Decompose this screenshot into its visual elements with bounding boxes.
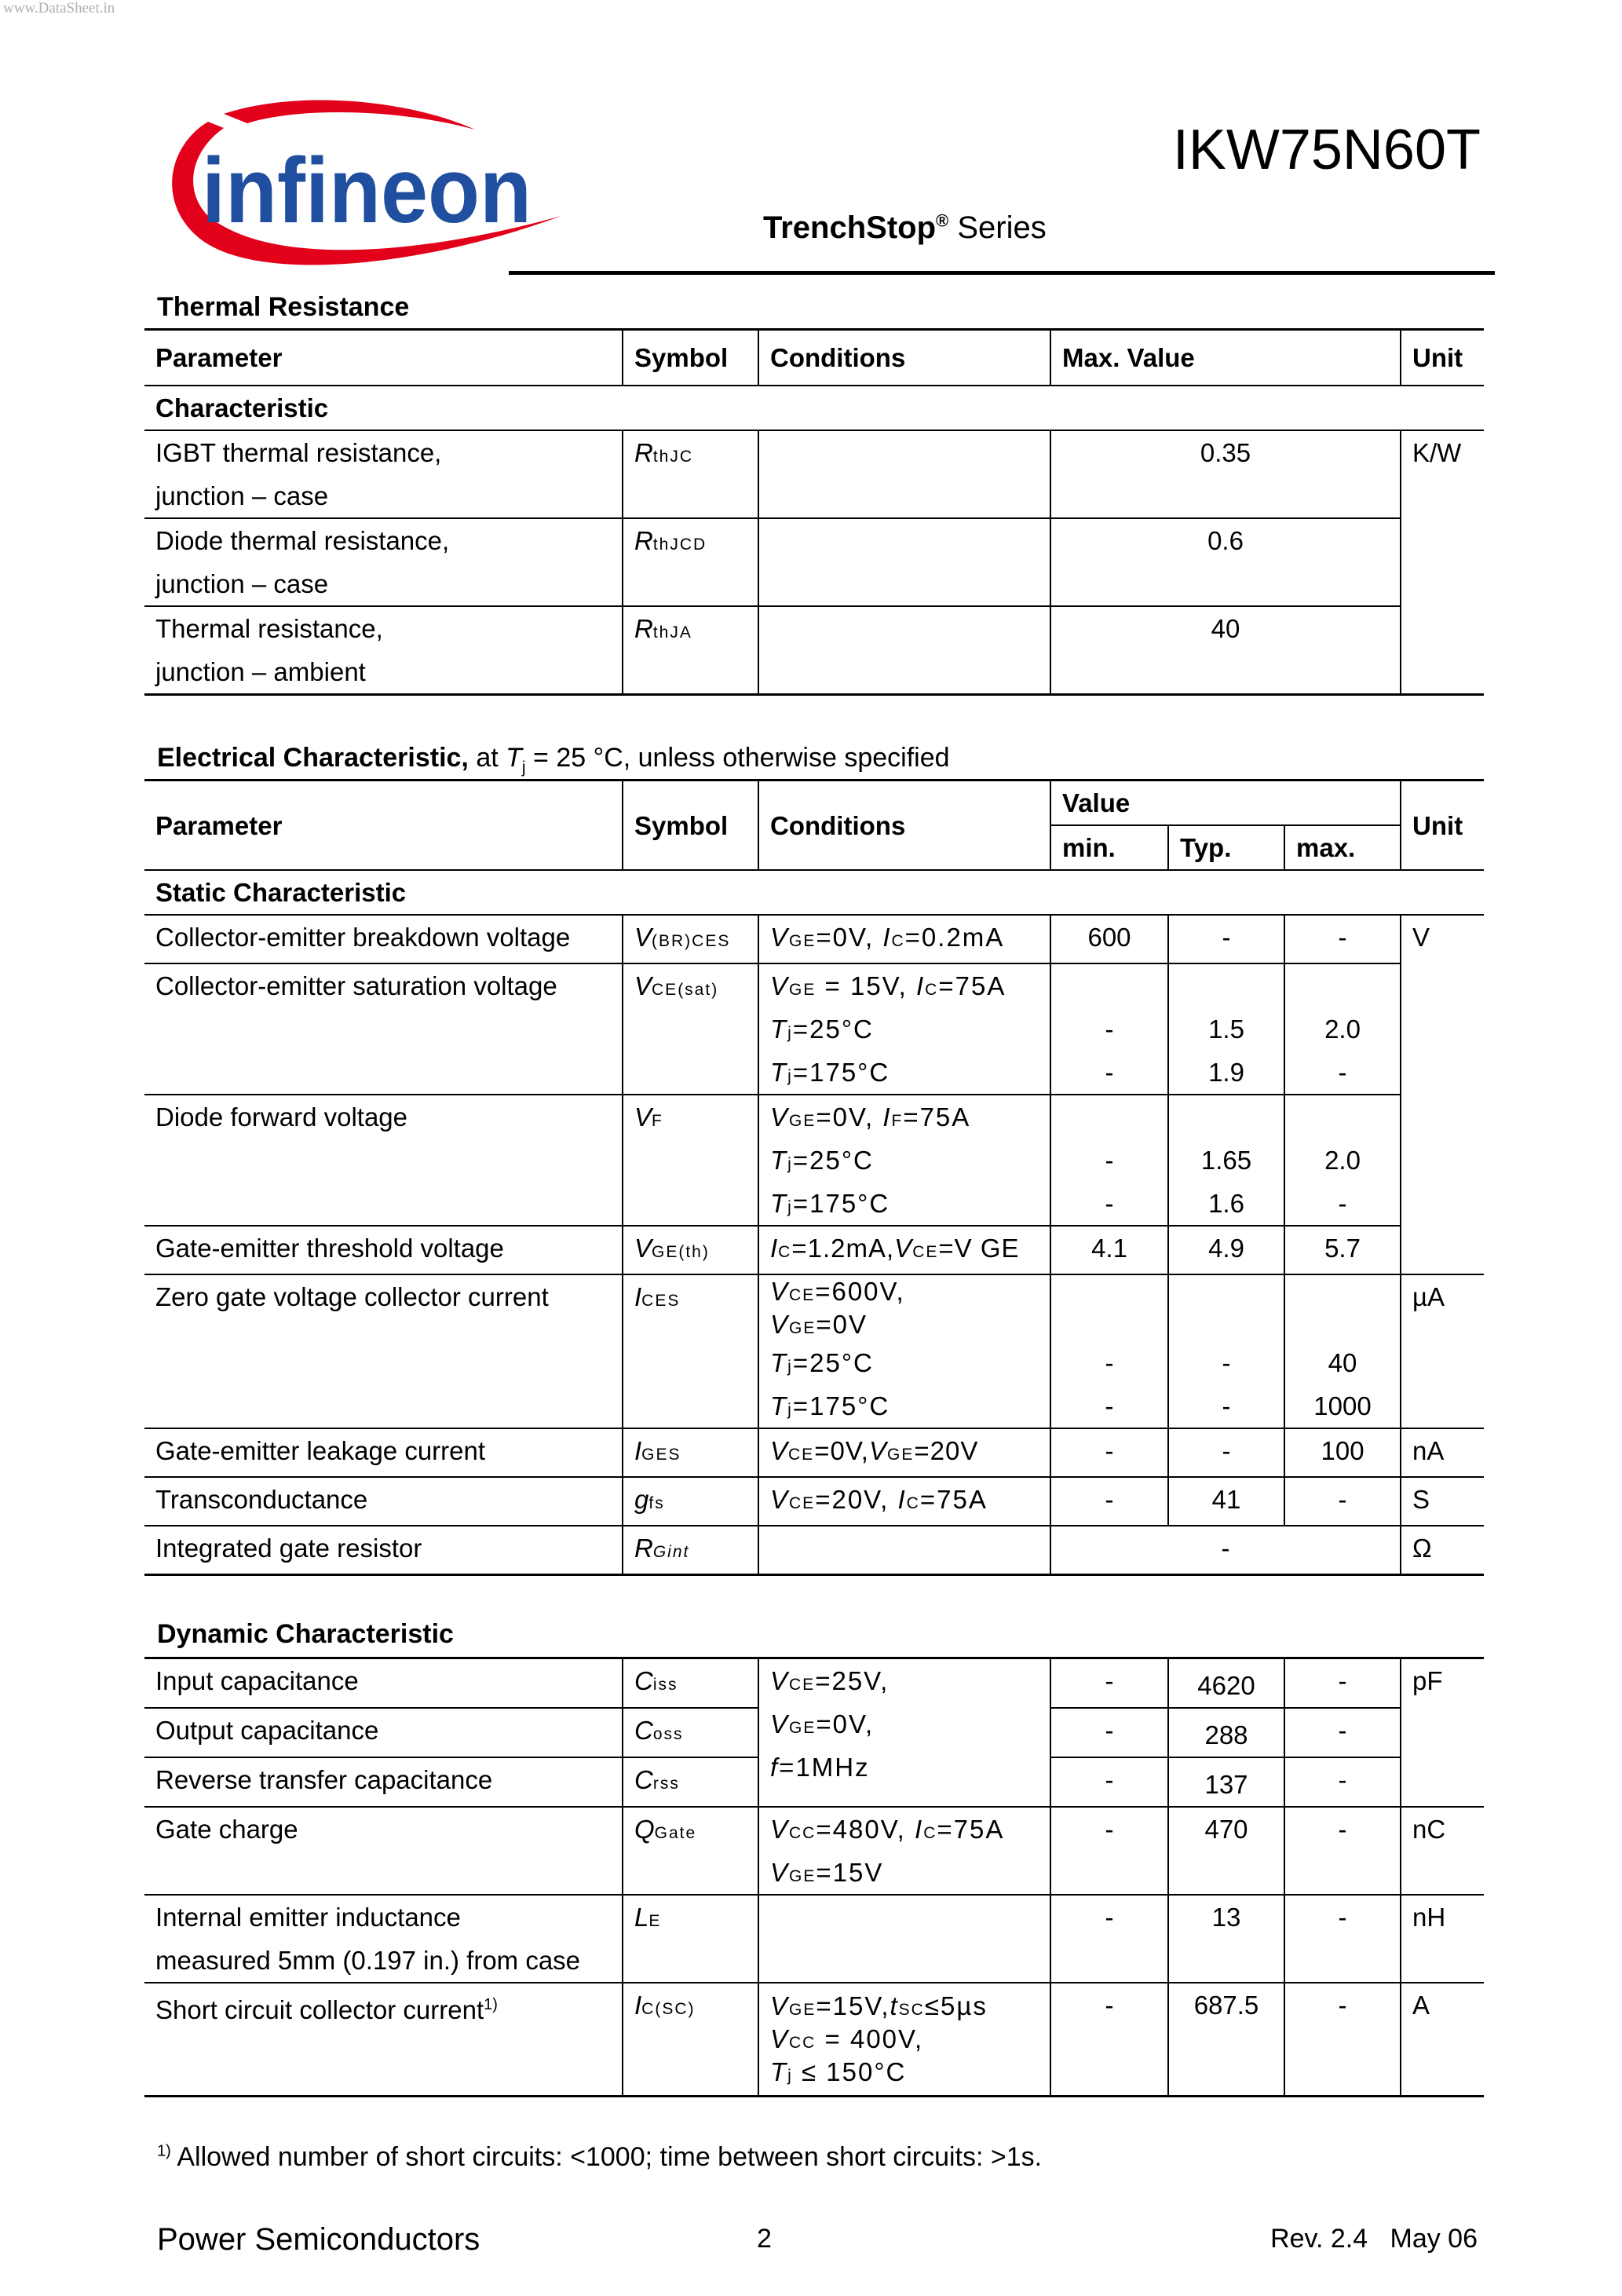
electrical-title: Electrical Characteristic, at $T_j = 25$ °C, unless otherwise specified: [157, 743, 950, 777]
th-symbol: Symbol: [623, 330, 758, 386]
table-row: Gate charge QGate VCC=480V, IC=75A VGE=15V - 470 - nC: [144, 1807, 1484, 1895]
th-max-value: Max. Value: [1050, 330, 1401, 386]
dynamic-title: Dynamic Characteristic: [157, 1619, 454, 1649]
table-row: Zero gate voltage collector current ICES VCE=600V, VGE=0V Tj=25°C Tj=175°C - - - - 40 1000 µA: [144, 1274, 1484, 1428]
th-parameter: Parameter: [144, 781, 623, 871]
infineon-logo: [153, 98, 569, 279]
th-typ: Typ.: [1168, 825, 1284, 870]
group-characteristic: Characteristic: [155, 393, 329, 422]
th-parameter: Parameter: [144, 330, 623, 386]
table-row: Collector-emitter breakdown voltage V(BR)CES VGE=0V, IC=0.2mA 600 - - V: [144, 915, 1484, 963]
page-number: 2: [757, 2224, 772, 2254]
watermark: www.DataSheet.in: [3, 0, 115, 16]
th-unit: Unit: [1412, 342, 1463, 372]
table-row: Diode thermal resistance, junction – case RthJCD 0.6: [144, 518, 1484, 606]
table-row: Internal emitter inductance measured 5mm (0.197 in.) from case LE - 13 - nH: [144, 1895, 1484, 1983]
footer-company: Power Semiconductors: [157, 2222, 480, 2257]
table-row: Diode forward voltage VF VGE=0V, IF=75A Tj=25°C Tj=175°C - - 1.65 1.6 2.0 -: [144, 1095, 1484, 1226]
table-row: Short circuit collector current$^{1)}$ IC(SC) VGE=15V,tSC≤5µs VCC = 400V, Tj ≤ 150°C - 687.5 - A: [144, 1983, 1484, 2097]
logo-text: infineon: [202, 139, 532, 243]
table-row: IGBT thermal resistance, junction – case RthJC 0.35 K/W: [144, 430, 1484, 518]
th-min: min.: [1050, 825, 1168, 870]
thermal-table: [144, 328, 1484, 696]
table-row: Gate-emitter leakage current IGES VCE=0V,VGE=20V - - 100 nA: [144, 1428, 1484, 1477]
table-row: Gate-emitter threshold voltage VGE(th) IC=1.2mA,VCE=V GE 4.1 4.9 5.7: [144, 1226, 1484, 1274]
table-row: Collector-emitter saturation voltage VCE(sat) VGE = 15V, IC=75A Tj=25°C Tj=175°C - - 1.5 1.9 2.0 -: [144, 963, 1484, 1095]
th-symbol: Symbol: [623, 781, 758, 871]
header-rule: [509, 271, 1495, 275]
thermal-title: Thermal Resistance: [157, 292, 410, 322]
table-row: Reverse transfer capacitance Crss - 137 -: [144, 1757, 1484, 1807]
part-number: IKW75N60T: [1172, 119, 1481, 181]
th-conditions: Conditions: [758, 781, 1050, 871]
th-unit: Unit: [1412, 810, 1463, 840]
table-row: Integrated gate resistor RGint - Ω: [144, 1526, 1484, 1575]
th-conditions: Conditions: [758, 330, 1050, 386]
table-row: Input capacitance Ciss VCE=25V, VGE=0V, f=1MHz - 4620 - pF: [144, 1658, 1484, 1709]
footnote: $^{1)}$ Allowed number of short circuits: <1000; time between short circuits: >1s.: [157, 2142, 1043, 2172]
table-row: Thermal resistance, junction – ambient RthJA 40: [144, 606, 1484, 695]
th-max: max.: [1284, 825, 1401, 870]
revision: Rev. 2.4 May 06: [1270, 2224, 1478, 2254]
group-static: Static Characteristic: [155, 878, 407, 907]
th-value: Value: [1050, 781, 1401, 826]
electrical-table: [144, 779, 1484, 1576]
series-title: TrenchStop® Series: [763, 210, 1047, 245]
dynamic-table: [144, 1657, 1484, 2097]
table-row: Transconductance gfs VCE=20V, IC=75A - 41 - S: [144, 1477, 1484, 1526]
table-row: Output capacitance Coss - 288 -: [144, 1708, 1484, 1757]
